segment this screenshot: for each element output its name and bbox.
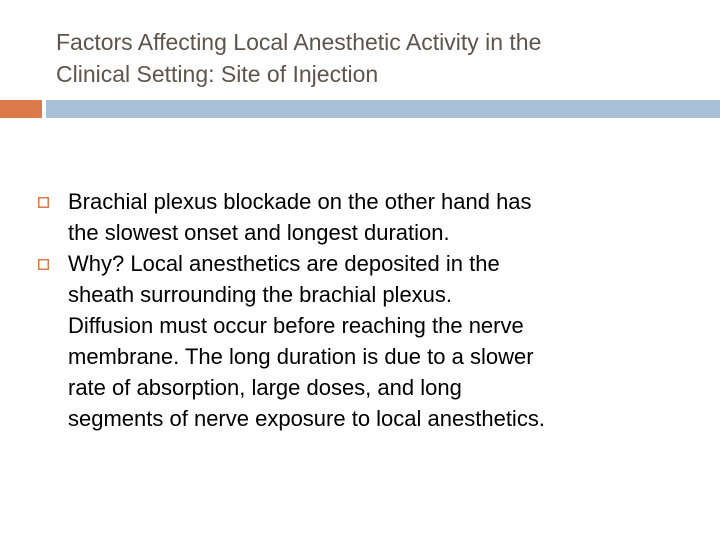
bullet-text-2 — [68, 248, 698, 434]
bullet-1-line-2: the slowest onset and longest duration. — [68, 220, 450, 245]
bullet-2-line-3: Diffusion must occur before reaching the nerve — [68, 313, 524, 338]
bullet-2-line-5: rate of absorption, large doses, and long — [68, 375, 462, 400]
bullet-text-1 — [68, 186, 698, 248]
bullet-list — [38, 186, 698, 434]
bullet-2-line-6: segments of nerve exposure to local anesthetics. — [68, 406, 545, 431]
accent-bar-orange — [0, 100, 42, 118]
slide-title — [56, 26, 696, 90]
bullet-item-2 — [38, 248, 698, 434]
bullet-item-1 — [38, 186, 698, 248]
bullet-2-line-1: Why? Local anesthetics are deposited in the — [68, 251, 500, 276]
accent-bar-blue — [46, 100, 720, 118]
bullet-2-line-2: sheath surrounding the brachial plexus. — [68, 282, 453, 307]
title-line-1: Factors Affecting Local Anesthetic Activity in the — [56, 29, 542, 55]
bullet-2-line-4: membrane. The long duration is due to a slower — [68, 344, 534, 369]
square-bullet-icon — [38, 186, 54, 217]
bullet-1-line-1: Brachial plexus blockade on the other hand has — [68, 189, 532, 214]
title-line-2: Clinical Setting: Site of Injection — [56, 61, 379, 87]
square-bullet-icon — [38, 248, 54, 279]
